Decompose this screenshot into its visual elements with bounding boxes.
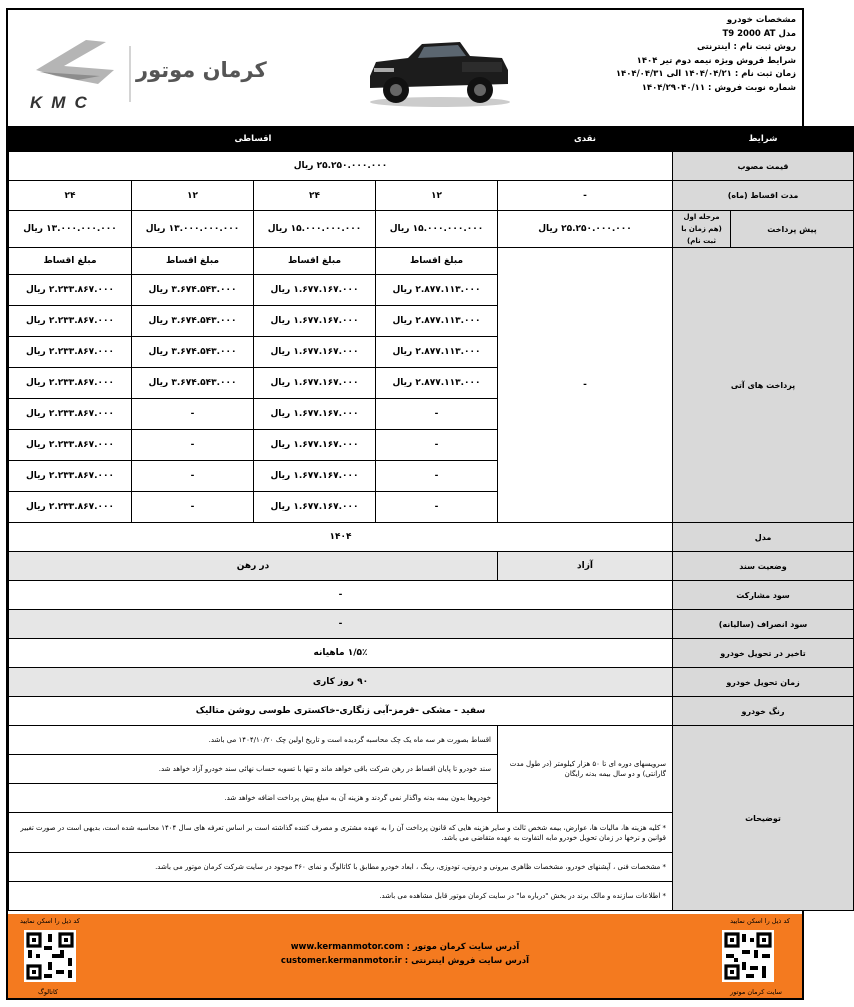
installment-cell: ۲.۲۳۳.۸۶۷.۰۰۰ ریال bbox=[9, 368, 132, 399]
price-table bbox=[8, 126, 854, 911]
reg-method: روش ثبت نام : اینترنتی bbox=[696, 42, 796, 52]
color-label: رنگ خودرو bbox=[673, 697, 854, 726]
color-row bbox=[9, 697, 854, 726]
installment-cell: ۲.۲۳۳.۸۶۷.۰۰۰ ریال bbox=[9, 399, 132, 430]
installment-col-header: مبلغ اقساط bbox=[376, 248, 498, 275]
installment-header: اقساطی bbox=[9, 127, 498, 152]
cancel-label: سود انصراف (سالیانه) bbox=[673, 610, 854, 639]
installment-cell: ۳.۶۷۴.۵۴۳.۰۰۰ ریال bbox=[132, 337, 254, 368]
prepay-value: ۱۳.۰۰۰.۰۰۰.۰۰۰ ریال bbox=[132, 211, 254, 248]
spec-title: مشخصات خودرو bbox=[726, 15, 796, 25]
qr-left-caption-bottom: کاتالوگ bbox=[38, 988, 59, 996]
note-service: سرویسهای دوره ای تا ۵۰ هزار کیلومتر (در طول مدت گارانتی) و دو سال بیمه بدنه رایگان bbox=[498, 726, 673, 813]
qr-right-caption-top: کد ذیل را اسکن نمایید bbox=[730, 917, 790, 925]
doc-row bbox=[9, 552, 854, 581]
delivery-value: ۹۰ روز کاری bbox=[9, 668, 673, 697]
note-item: * اطلاعات سازنده و مالک برند در بخش "درباره ما" در سایت کرمان موتور قابل مشاهده می باشد. bbox=[9, 882, 673, 911]
vehicle-image bbox=[362, 18, 514, 110]
installment-cell: - bbox=[376, 399, 498, 430]
cancel-row bbox=[9, 610, 854, 639]
sales-label: آدرس سایت فروش اینترنتی : bbox=[404, 956, 530, 966]
installment-cell: - bbox=[132, 399, 254, 430]
spec-model-line: مدل T9 2000 AT bbox=[722, 28, 796, 39]
sale-round: شماره نوبت فروش : ۱۴۰۴/۲۹۰۴۰/۱۱ bbox=[641, 82, 796, 93]
installment-cell: - bbox=[132, 492, 254, 523]
qr-right-caption-bottom: سایت کرمان موتور bbox=[730, 988, 782, 996]
footer bbox=[8, 914, 802, 998]
conditions-header: شرایط bbox=[673, 127, 854, 152]
installment-cell: ۲.۲۳۳.۸۶۷.۰۰۰ ریال bbox=[9, 461, 132, 492]
partnership-row bbox=[9, 581, 854, 610]
term-label: مدت اقساط (ماه) bbox=[673, 181, 854, 211]
prepay-value: ۱۵.۰۰۰.۰۰۰.۰۰۰ ریال bbox=[254, 211, 376, 248]
doc-installment: در رهن bbox=[9, 552, 498, 581]
installment-cell: ۳.۶۷۴.۵۴۳.۰۰۰ ریال bbox=[132, 368, 254, 399]
qr-left-caption-top: کد ذیل را اسکن نمایید bbox=[20, 917, 80, 925]
installment-cell: ۲.۲۳۳.۸۶۷.۰۰۰ ریال bbox=[9, 492, 132, 523]
installment-cell: ۱.۶۷۷.۱۶۷.۰۰۰ ریال bbox=[254, 337, 376, 368]
installment-col-header: مبلغ اقساط bbox=[9, 248, 132, 275]
note-item: اقساط بصورت هر سه ماه یک چک محاسبه گردیده است و تاریخ اولین چک ۱۴۰۴/۱۰/۲۰ می باشد. bbox=[9, 726, 498, 755]
site-url[interactable]: www.kermanmotor.com bbox=[290, 942, 404, 952]
doc-label: وضعیت سند bbox=[673, 552, 854, 581]
approved-price-value: ۲۵.۲۵۰.۰۰۰.۰۰۰ ریال bbox=[9, 152, 673, 181]
brand-logo bbox=[26, 36, 267, 112]
section-header-row bbox=[9, 127, 854, 152]
first-stage-label: مرحله اول (هم زمان با ثبت نام) bbox=[673, 211, 731, 248]
installment-cell: ۲.۸۷۷.۱۱۳.۰۰۰ ریال bbox=[376, 275, 498, 306]
delay-value: ۱/۵٪ ماهیانه bbox=[9, 639, 673, 668]
delivery-row bbox=[9, 668, 854, 697]
installment-cell: ۲.۸۷۷.۱۱۳.۰۰۰ ریال bbox=[376, 337, 498, 368]
installment-cell: ۲.۲۳۳.۸۶۷.۰۰۰ ریال bbox=[9, 275, 132, 306]
installment-cell: ۲.۸۷۷.۱۱۳.۰۰۰ ریال bbox=[376, 368, 498, 399]
installment-cell: - bbox=[376, 492, 498, 523]
prepay-row bbox=[9, 211, 854, 248]
installment-cell: ۲.۸۷۷.۱۱۳.۰۰۰ ریال bbox=[376, 306, 498, 337]
future-payments-label: پرداخت های آتی bbox=[673, 248, 854, 523]
spec-block bbox=[616, 14, 796, 95]
term-row bbox=[9, 181, 854, 211]
header bbox=[8, 10, 802, 126]
installment-cell: ۱.۶۷۷.۱۶۷.۰۰۰ ریال bbox=[254, 275, 376, 306]
qr-code-icon[interactable] bbox=[24, 930, 76, 982]
installment-col-header: مبلغ اقساط bbox=[132, 248, 254, 275]
sale-conditions: شرایط فروش ویژه نیمه دوم تیر ۱۴۰۴ bbox=[636, 55, 796, 66]
approved-price-label: قیمت مصوب bbox=[673, 152, 854, 181]
notes-row bbox=[9, 726, 854, 755]
term-cell: - bbox=[498, 181, 673, 211]
installment-cell: ۱.۶۷۷.۱۶۷.۰۰۰ ریال bbox=[254, 430, 376, 461]
color-value: سفید - مشکی -قرمز-آبی زنگاری-خاکستری طوسی روشن متالیک bbox=[9, 697, 673, 726]
brand-fa: کرمان موتور bbox=[136, 58, 267, 82]
note-item: خودروها بدون بیمه بدنه واگذار نمی گردند و هزینه آن به مبلغ پیش پرداخت اضافه خواهد شد. bbox=[9, 784, 498, 813]
term-cell: ۱۲ bbox=[132, 181, 254, 211]
model-row bbox=[9, 523, 854, 552]
prepay-cash: ۲۵.۲۵۰.۰۰۰.۰۰۰ ریال bbox=[498, 211, 673, 248]
site-label: آدرس سایت کرمان موتور : bbox=[406, 942, 520, 952]
approved-price-row bbox=[9, 152, 854, 181]
sales-url[interactable]: customer.kermanmotor.ir bbox=[280, 956, 402, 966]
partnership-value: - bbox=[9, 581, 673, 610]
installment-cell: ۲.۲۳۳.۸۶۷.۰۰۰ ریال bbox=[9, 337, 132, 368]
installment-cell: - bbox=[132, 461, 254, 492]
term-cell: ۱۲ bbox=[376, 181, 498, 211]
term-cell: ۲۴ bbox=[9, 181, 132, 211]
installment-cell: - bbox=[132, 430, 254, 461]
installment-cell: - bbox=[376, 430, 498, 461]
model-value: ۱۴۰۴ bbox=[9, 523, 673, 552]
installment-col-header: مبلغ اقساط bbox=[254, 248, 376, 275]
note-item: سند خودرو تا پایان اقساط در رهن شرکت باقی خواهد ماند و تنها با تسویه حساب نهائی سند خودرو آزاد خواهد شد. bbox=[9, 755, 498, 784]
installment-cell: - bbox=[376, 461, 498, 492]
model-label: مدل bbox=[673, 523, 854, 552]
future-cash: - bbox=[498, 248, 673, 523]
installment-cell: ۱.۶۷۷.۱۶۷.۰۰۰ ریال bbox=[254, 461, 376, 492]
price-sheet bbox=[6, 8, 817, 1000]
prepay-value: ۱۳.۰۰۰.۰۰۰.۰۰۰ ریال bbox=[9, 211, 132, 248]
reg-time: زمان ثبت نام : ۱۴۰۴/۰۴/۲۱ الی ۱۴۰۴/۰۴/۳۱ bbox=[615, 69, 796, 79]
delay-row bbox=[9, 639, 854, 668]
footer-links bbox=[8, 940, 802, 968]
installment-cell: ۱.۶۷۷.۱۶۷.۰۰۰ ریال bbox=[254, 492, 376, 523]
partnership-label: سود مشارکت bbox=[673, 581, 854, 610]
installment-cell: ۱.۶۷۷.۱۶۷.۰۰۰ ریال bbox=[254, 368, 376, 399]
brand-en: KMC bbox=[30, 93, 96, 112]
installment-cell: ۳.۶۷۴.۵۴۳.۰۰۰ ریال bbox=[132, 306, 254, 337]
delay-label: تاخیر در تحویل خودرو bbox=[673, 639, 854, 668]
installment-cell: ۳.۶۷۴.۵۴۳.۰۰۰ ریال bbox=[132, 275, 254, 306]
installment-header-row bbox=[9, 248, 854, 275]
installment-cell: ۱.۶۷۷.۱۶۷.۰۰۰ ریال bbox=[254, 399, 376, 430]
note-item: * مشخصات فنی ، آپشنهای خودرو، مشخصات ظاهری بیرونی و درونی، تودوزی، رینگ ، ابعاد خودرو مطابق با کاتالوگ و نمای ۳۶۰ موجود در سایت شرکت کرمان موتور می باشد. bbox=[9, 853, 673, 882]
qr-catalog-icon bbox=[24, 930, 76, 982]
doc-cash: آزاد bbox=[498, 552, 673, 581]
notes-label: توضیحات bbox=[673, 726, 854, 911]
prepay-value: ۱۵.۰۰۰.۰۰۰.۰۰۰ ریال bbox=[376, 211, 498, 248]
cash-header: نقدی bbox=[498, 127, 673, 152]
note-item: * کلیه هزینه ها، مالیات ها، عوارض، بیمه شخص ثالث و سایر هزینه هایی که قانون پرداخت آن را به عهده مشتری و مصرف کننده گذاشته است بر اساس تعرفه های سال ۱۴۰۴ محاسبه شده است، بدیهی است در صورت تغییر قوانین و نرخها در زمان تحویل خودرو مابه التفاوت به عهده متقاضی می باشد. bbox=[9, 813, 673, 853]
installment-cell: ۱.۶۷۷.۱۶۷.۰۰۰ ریال bbox=[254, 306, 376, 337]
cancel-value: - bbox=[9, 610, 673, 639]
delivery-label: زمان تحویل خودرو bbox=[673, 668, 854, 697]
prepay-label: پیش پرداخت bbox=[731, 211, 854, 248]
term-cell: ۲۴ bbox=[254, 181, 376, 211]
installment-cell: ۲.۲۳۳.۸۶۷.۰۰۰ ریال bbox=[9, 306, 132, 337]
installment-cell: ۲.۲۳۳.۸۶۷.۰۰۰ ریال bbox=[9, 430, 132, 461]
